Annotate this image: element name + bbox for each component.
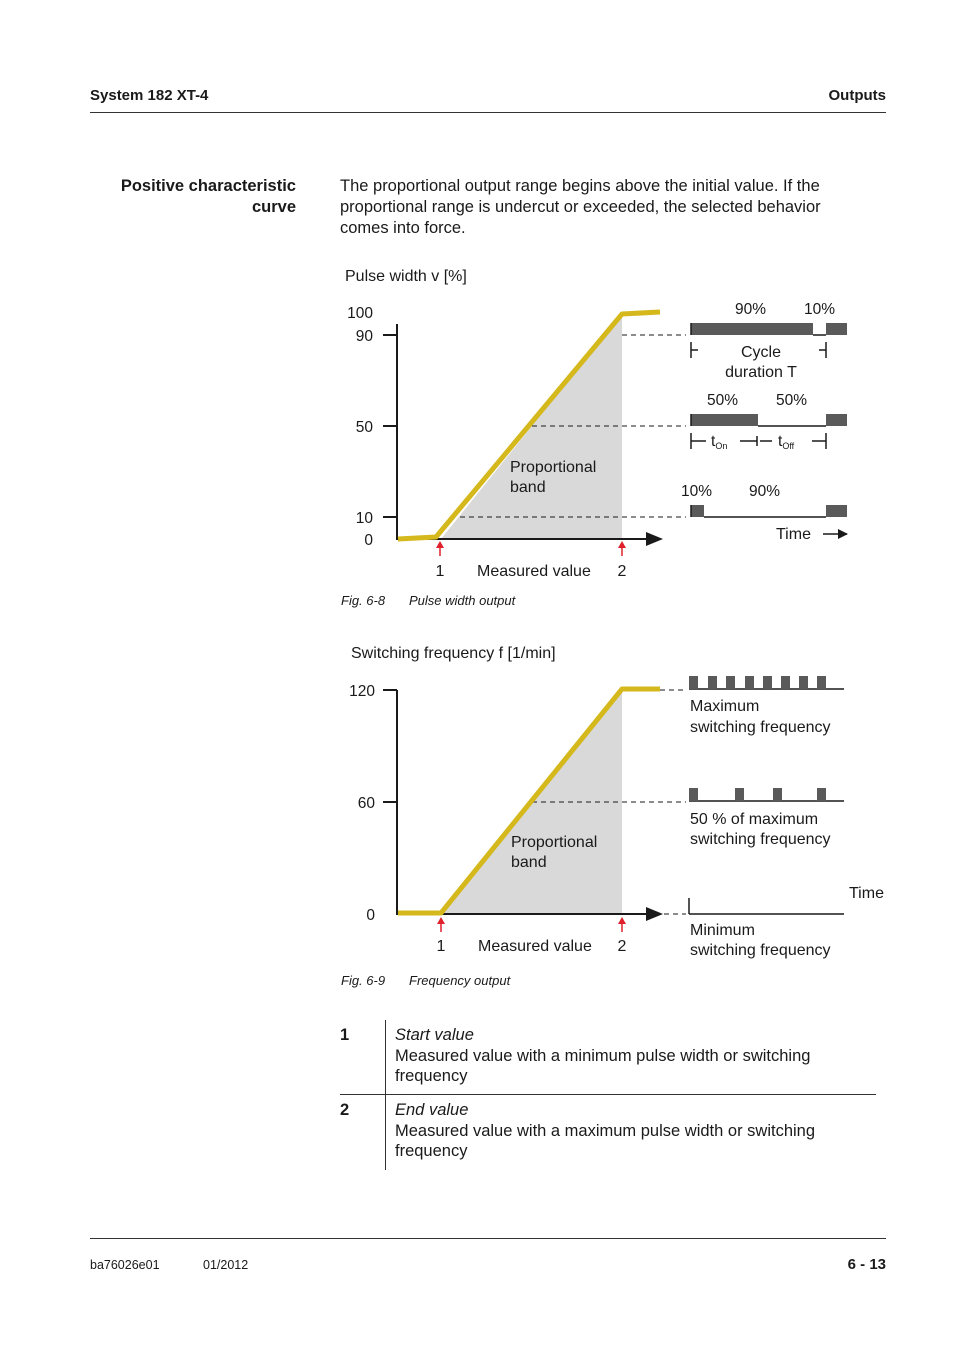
fig2-xlabel: Measured value [478, 938, 592, 955]
fig1-row2-pulse-on [691, 414, 758, 426]
section-heading [90, 176, 296, 218]
fig2-marker-1-arrowhead [437, 917, 445, 924]
fig2-max-pulse [763, 676, 772, 689]
fig1-toff-sub: Off [782, 441, 795, 451]
fig2-max-pulse [799, 676, 808, 689]
fig1-row2-right-pct: 50% [776, 392, 808, 409]
fig1-row3-right-pct: 90% [749, 483, 781, 500]
fig2-caption [341, 973, 510, 988]
fig2-band-label-line2: band [511, 854, 547, 871]
fig2-max-label-line2: switching frequency [690, 719, 831, 736]
fig1-row2-pulse-next [826, 414, 847, 426]
fig1-ylabel: Pulse width v [%] [345, 268, 467, 285]
fig1-row1-right-pct: 10% [804, 301, 836, 318]
fig2-time-label: Time [849, 885, 884, 902]
fig2-ylabel: Switching frequency f [1/min] [351, 645, 556, 662]
legend-title: Start value [395, 1026, 474, 1044]
fig1-xlabel: Measured value [477, 563, 591, 580]
pulse-width-diagram [0, 255, 954, 600]
fig2-caption-number: Fig. 6-9 [341, 973, 386, 988]
fig2-half-label-line2: switching frequency [690, 831, 831, 848]
fig1-ton-sub: On [715, 441, 728, 451]
fig1-ton-t: t [711, 433, 716, 450]
legend-text: Measured value with a minimum pulse width or switching frequency [395, 1046, 811, 1085]
fig1-row3-left-pct: 10% [681, 483, 713, 500]
fig2-half-pulse [817, 788, 826, 801]
fig1-ton-label [711, 433, 727, 451]
fig1-row1-left-pct: 90% [735, 301, 767, 318]
fig1-ytick-0: 0 [364, 532, 373, 549]
legend-title: End value [395, 1101, 469, 1119]
legend-divider-vertical [385, 1095, 386, 1170]
fig1-time-label: Time [776, 526, 811, 543]
fig2-ytick-120: 120 [349, 683, 375, 700]
legend-text: Measured value with a maximum pulse width or switching frequency [395, 1121, 816, 1160]
section-heading-line1: Positive characteristic [120, 177, 296, 195]
fig2-marker-2-arrowhead [618, 917, 626, 924]
legend-table [340, 1020, 876, 1170]
fig2-marker-2-label: 2 [617, 938, 627, 955]
fig1-band-label-line1: Proportional [510, 459, 597, 476]
fig2-max-pulse [817, 676, 826, 689]
fig2-half-pulse [689, 788, 698, 801]
legend-number: 1 [340, 1026, 350, 1044]
fig1-band-label-line2: band [510, 479, 546, 496]
fig2-half-pulse [773, 788, 782, 801]
fig1-marker-1-arrowhead [436, 541, 444, 548]
fig2-x-axis-arrowhead [646, 907, 663, 921]
fig1-ytick-50: 50 [355, 419, 373, 436]
fig1-row1-pulse-on [691, 323, 813, 335]
legend-divider-vertical [385, 1020, 386, 1095]
fig1-toff-label [778, 433, 795, 451]
fig1-caption-text: Pulse width output [409, 593, 516, 608]
footer-doc-id: ba76026e01 [90, 1258, 160, 1272]
footer-rule [90, 1238, 886, 1239]
fig1-caption-number: Fig. 6-8 [341, 593, 386, 608]
footer-date: 01/2012 [203, 1258, 249, 1272]
fig1-marker-1-label: 1 [435, 563, 445, 580]
fig1-ytick-100: 100 [347, 305, 373, 322]
fig2-half-label-line1: 50 % of maximum [690, 811, 819, 828]
fig1-row3-pulse-on [691, 505, 704, 517]
fig1-row1-pulse-next [826, 323, 847, 335]
fig2-marker-1-label: 1 [436, 938, 446, 955]
legend-row [340, 1095, 876, 1170]
section-heading-line2: curve [251, 198, 296, 216]
running-header-title: System 182 XT-4 [90, 87, 209, 104]
fig2-ytick-60: 60 [357, 795, 375, 812]
fig1-row3-pulse-next [826, 505, 847, 517]
fig2-max-pulse [781, 676, 790, 689]
legend-description [395, 1025, 865, 1087]
legend-description [395, 1100, 865, 1162]
fig2-ytick-0: 0 [366, 907, 375, 924]
fig1-cycle-label-line1: Cycle [740, 344, 782, 361]
running-header-section: Outputs [828, 87, 886, 104]
header-rule [90, 112, 886, 113]
fig2-max-pulse [708, 676, 717, 689]
fig2-max-pulse [745, 676, 754, 689]
fig2-min-label-line1: Minimum [690, 922, 755, 939]
fig2-caption-text: Frequency output [409, 973, 511, 988]
legend-number: 2 [340, 1101, 350, 1119]
fig1-x-axis-arrowhead [646, 532, 663, 546]
fig1-cycle-label-line2: duration T [725, 364, 797, 381]
fig2-min-label-line2: switching frequency [690, 942, 831, 959]
footer-page-number: 6 - 13 [847, 1256, 886, 1273]
fig1-marker-2-label: 2 [617, 563, 627, 580]
fig1-toff-t: t [778, 433, 783, 450]
fig2-half-pulse [735, 788, 744, 801]
fig2-max-pulse [689, 676, 698, 689]
legend-row [340, 1020, 876, 1095]
fig1-ytick-90: 90 [355, 328, 373, 345]
fig1-ytick-10: 10 [355, 510, 373, 527]
section-paragraph: The proportional output range begins above the initial value. If the proportional range is undercut or exceeded, the selected behavior comes into force. [340, 177, 821, 237]
fig1-marker-2-arrowhead [618, 541, 626, 548]
fig2-band-label-line1: Proportional [511, 834, 598, 851]
fig2-max-pulse [726, 676, 735, 689]
frequency-diagram [0, 635, 954, 970]
fig1-row2-left-pct: 50% [707, 392, 739, 409]
fig2-max-label-line1: Maximum [690, 698, 760, 715]
fig1-caption [341, 593, 515, 608]
